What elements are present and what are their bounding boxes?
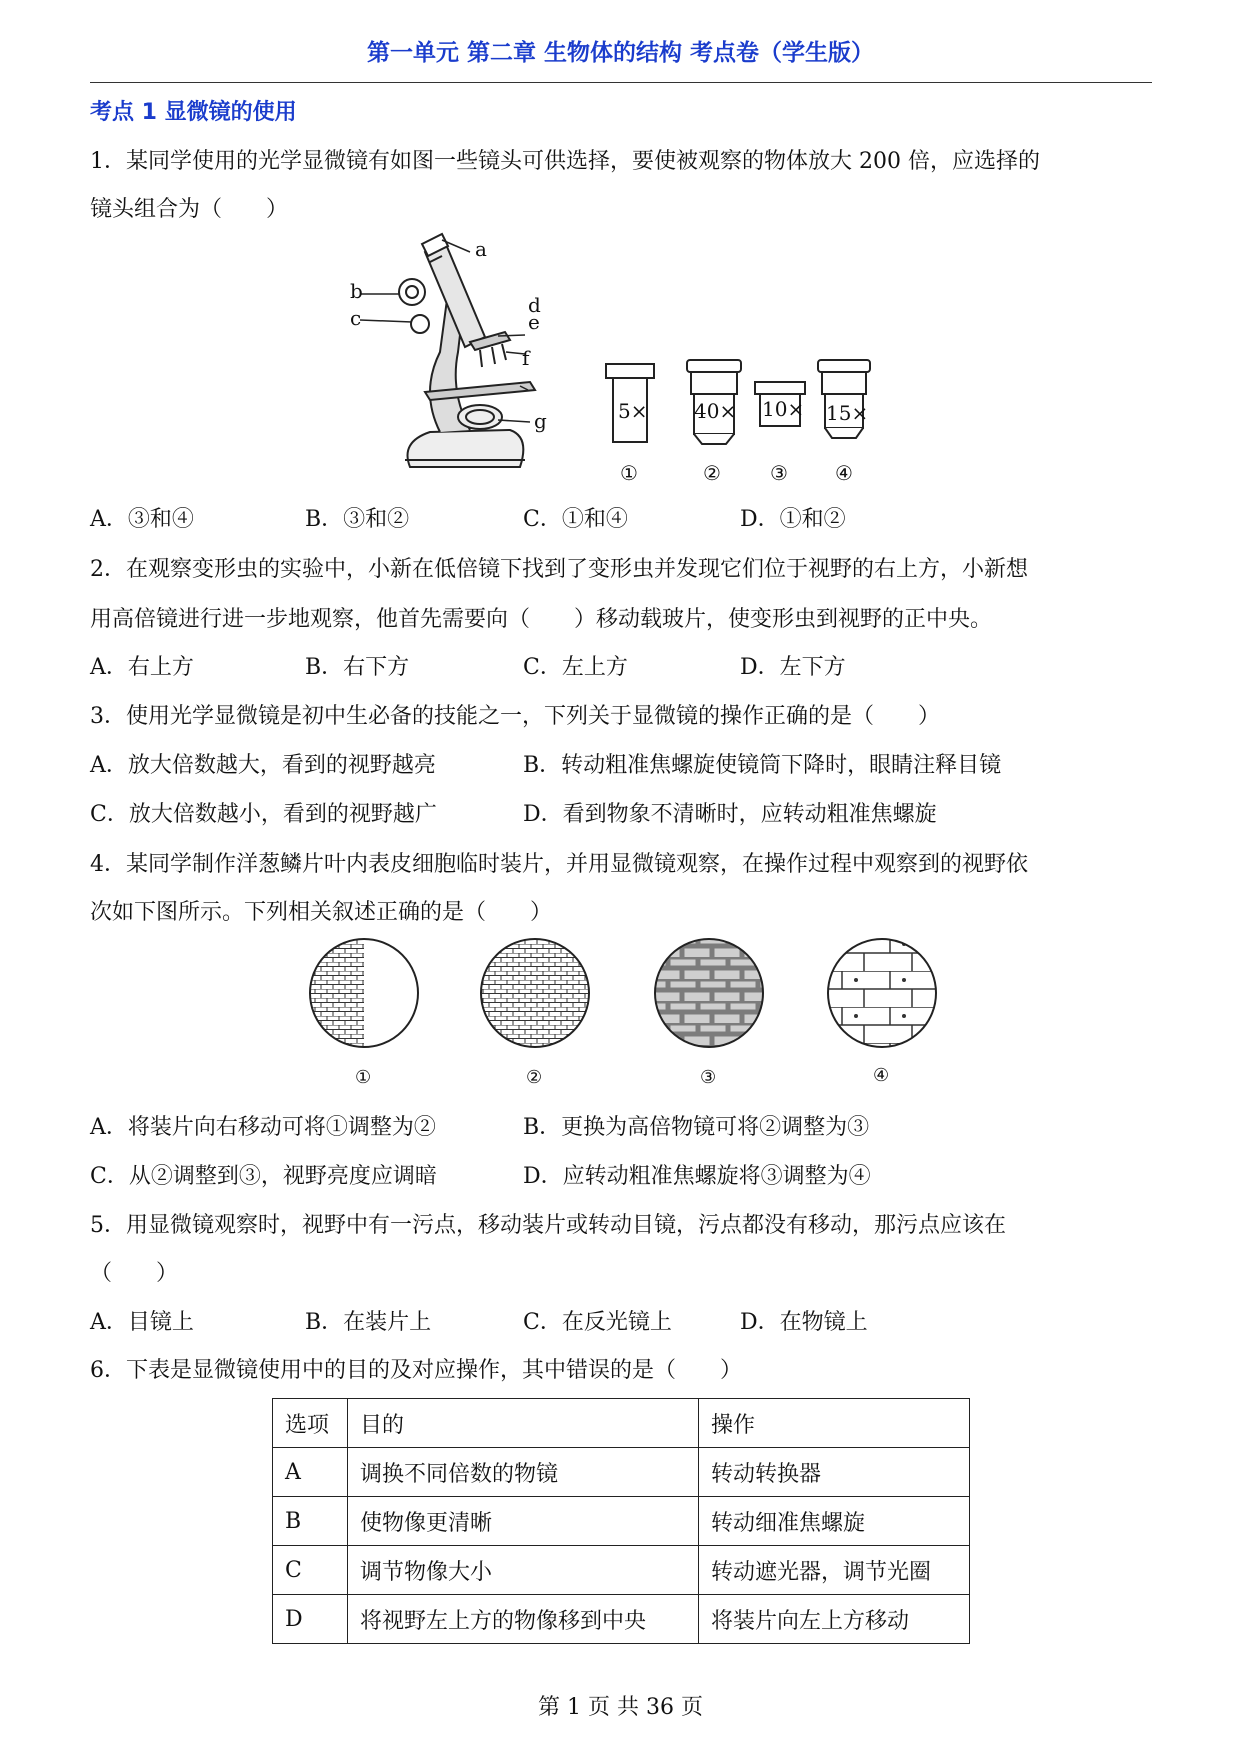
table-row [273,1497,970,1546]
view-3-num: ③ [700,1067,717,1088]
table-row [273,1595,970,1644]
lens-4-mag: 15× [826,401,869,425]
table-cell: 使物像更清晰 [348,1497,699,1546]
view-4-num: ④ [873,1065,890,1086]
lens-2-num: ② [703,461,721,485]
label-a: a [475,237,487,261]
q1-stem-line2: 镜头组合为（ ） [90,197,289,222]
q5-stem-line2: （ ） [90,1261,179,1286]
page-footer: 第 1 页 共 36 页 [538,1695,703,1720]
view-2-num: ② [526,1067,543,1088]
label-d: d [528,293,541,317]
table-cell: 转动遮光器，调节光圈 [699,1546,970,1595]
q1-stem-line1: 1．某同学使用的光学显微镜有如图一些镜头可供选择，要使被观察的物体放大 200 倍，应选择的 [90,149,1040,174]
q4-option-b[interactable]: B．更换为高倍物镜可将②调整为③ [523,1115,870,1140]
view-2 [470,935,610,1055]
q5-option-a[interactable]: A．目镜上 [90,1310,194,1335]
q4-cell-views-figure [300,935,950,1095]
q1-microscope-figure [330,232,910,490]
title-divider [90,82,1152,83]
table-cell: 调节物像大小 [348,1546,699,1595]
section-title: 考点 1 显微镜的使用 [90,100,297,125]
table-row [273,1546,970,1595]
table-header: 操作 [699,1399,970,1448]
q5-stem-line1: 5．用显微镜观察时，视野中有一污点，移动装片或转动目镜，污点都没有移动，那污点应该在 [90,1213,1007,1238]
table-cell: A [273,1448,348,1497]
label-b: b [350,279,363,303]
view-4 [820,935,950,1055]
table-cell: C [273,1546,348,1595]
page-title: 第一单元 第二章 生物体的结构 考点卷（学生版） [366,40,875,66]
microscope-drawing [399,234,535,467]
table-header: 目的 [348,1399,699,1448]
q5-option-c[interactable]: C．在反光镜上 [523,1310,672,1335]
q3-option-c[interactable]: C．放大倍数越小，看到的视野越广 [90,802,437,827]
q4-option-a[interactable]: A．将装片向右移动可将①调整为② [90,1115,436,1140]
table-cell: 将装片向左上方移动 [699,1595,970,1644]
q4-stem-line2: 次如下图所示。下列相关叙述正确的是（ ） [90,900,553,925]
q1-option-a[interactable]: A．③和④ [90,507,194,532]
view-1 [300,935,418,1055]
table-cell: 转动细准焦螺旋 [699,1497,970,1546]
label-e: e [528,310,540,334]
q2-option-d[interactable]: D．左下方 [740,655,846,680]
q2-stem-line1: 2．在观察变形虫的实验中，小新在低倍镜下找到了变形虫并发现它们位于视野的右上方，小新想 [90,557,1029,582]
view-3 [650,935,780,1055]
q6-table [272,1398,970,1644]
q3-option-b[interactable]: B．转动粗准焦螺旋使镜筒下降时，眼睛注释目镜 [523,753,1002,778]
q4-option-c[interactable]: C．从②调整到③，视野亮度应调暗 [90,1164,437,1189]
lens-1-num: ① [620,461,638,485]
lens-4-num: ④ [835,461,853,485]
q1-option-b[interactable]: B．③和② [305,507,410,532]
q3-option-a[interactable]: A．放大倍数越大，看到的视野越亮 [90,753,436,778]
table-cell: 将视野左上方的物像移到中央 [348,1595,699,1644]
q3-option-d[interactable]: D．看到物象不清晰时，应转动粗准焦螺旋 [523,802,937,827]
q3-stem: 3．使用光学显微镜是初中生必备的技能之一，下列关于显微镜的操作正确的是（ ） [90,704,940,729]
q2-option-c[interactable]: C．左上方 [523,655,628,680]
label-f: f [522,346,530,370]
q6-stem: 6．下表是显微镜使用中的目的及对应操作，其中错误的是（ ） [90,1358,742,1383]
q5-option-b[interactable]: B．在装片上 [305,1310,432,1335]
lens-3-num: ③ [770,461,788,485]
q2-stem-line2: 用高倍镜进行进一步地观察，他首先需要向（ ）移动载玻片，使变形虫到视野的正中央。 [90,607,993,632]
table-cell: D [273,1595,348,1644]
q2-option-b[interactable]: B．右下方 [305,655,410,680]
label-c: c [350,306,362,330]
table-cell: B [273,1497,348,1546]
q4-stem-line1: 4．某同学制作洋葱鳞片叶内表皮细胞临时装片，并用显微镜观察，在操作过程中观察到的视野依 [90,852,1029,877]
lens-3-mag: 10× [762,397,805,421]
view-1-num: ① [355,1067,372,1088]
table-row [273,1448,970,1497]
q1-option-d[interactable]: D．①和② [740,507,846,532]
table-header: 选项 [273,1399,348,1448]
table-cell: 调换不同倍数的物镜 [348,1448,699,1497]
label-g: g [534,409,547,433]
q4-option-d[interactable]: D．应转动粗准焦螺旋将③调整为④ [523,1164,871,1189]
table-cell: 转动转换器 [699,1448,970,1497]
lens-1-rim [606,364,654,378]
q1-option-c[interactable]: C．①和④ [523,507,628,532]
lens-1-mag: 5× [618,399,648,423]
table-header-row [273,1399,970,1448]
lens-2-mag: 40× [694,399,737,423]
q2-option-a[interactable]: A．右上方 [90,655,194,680]
q5-option-d[interactable]: D．在物镜上 [740,1310,868,1335]
